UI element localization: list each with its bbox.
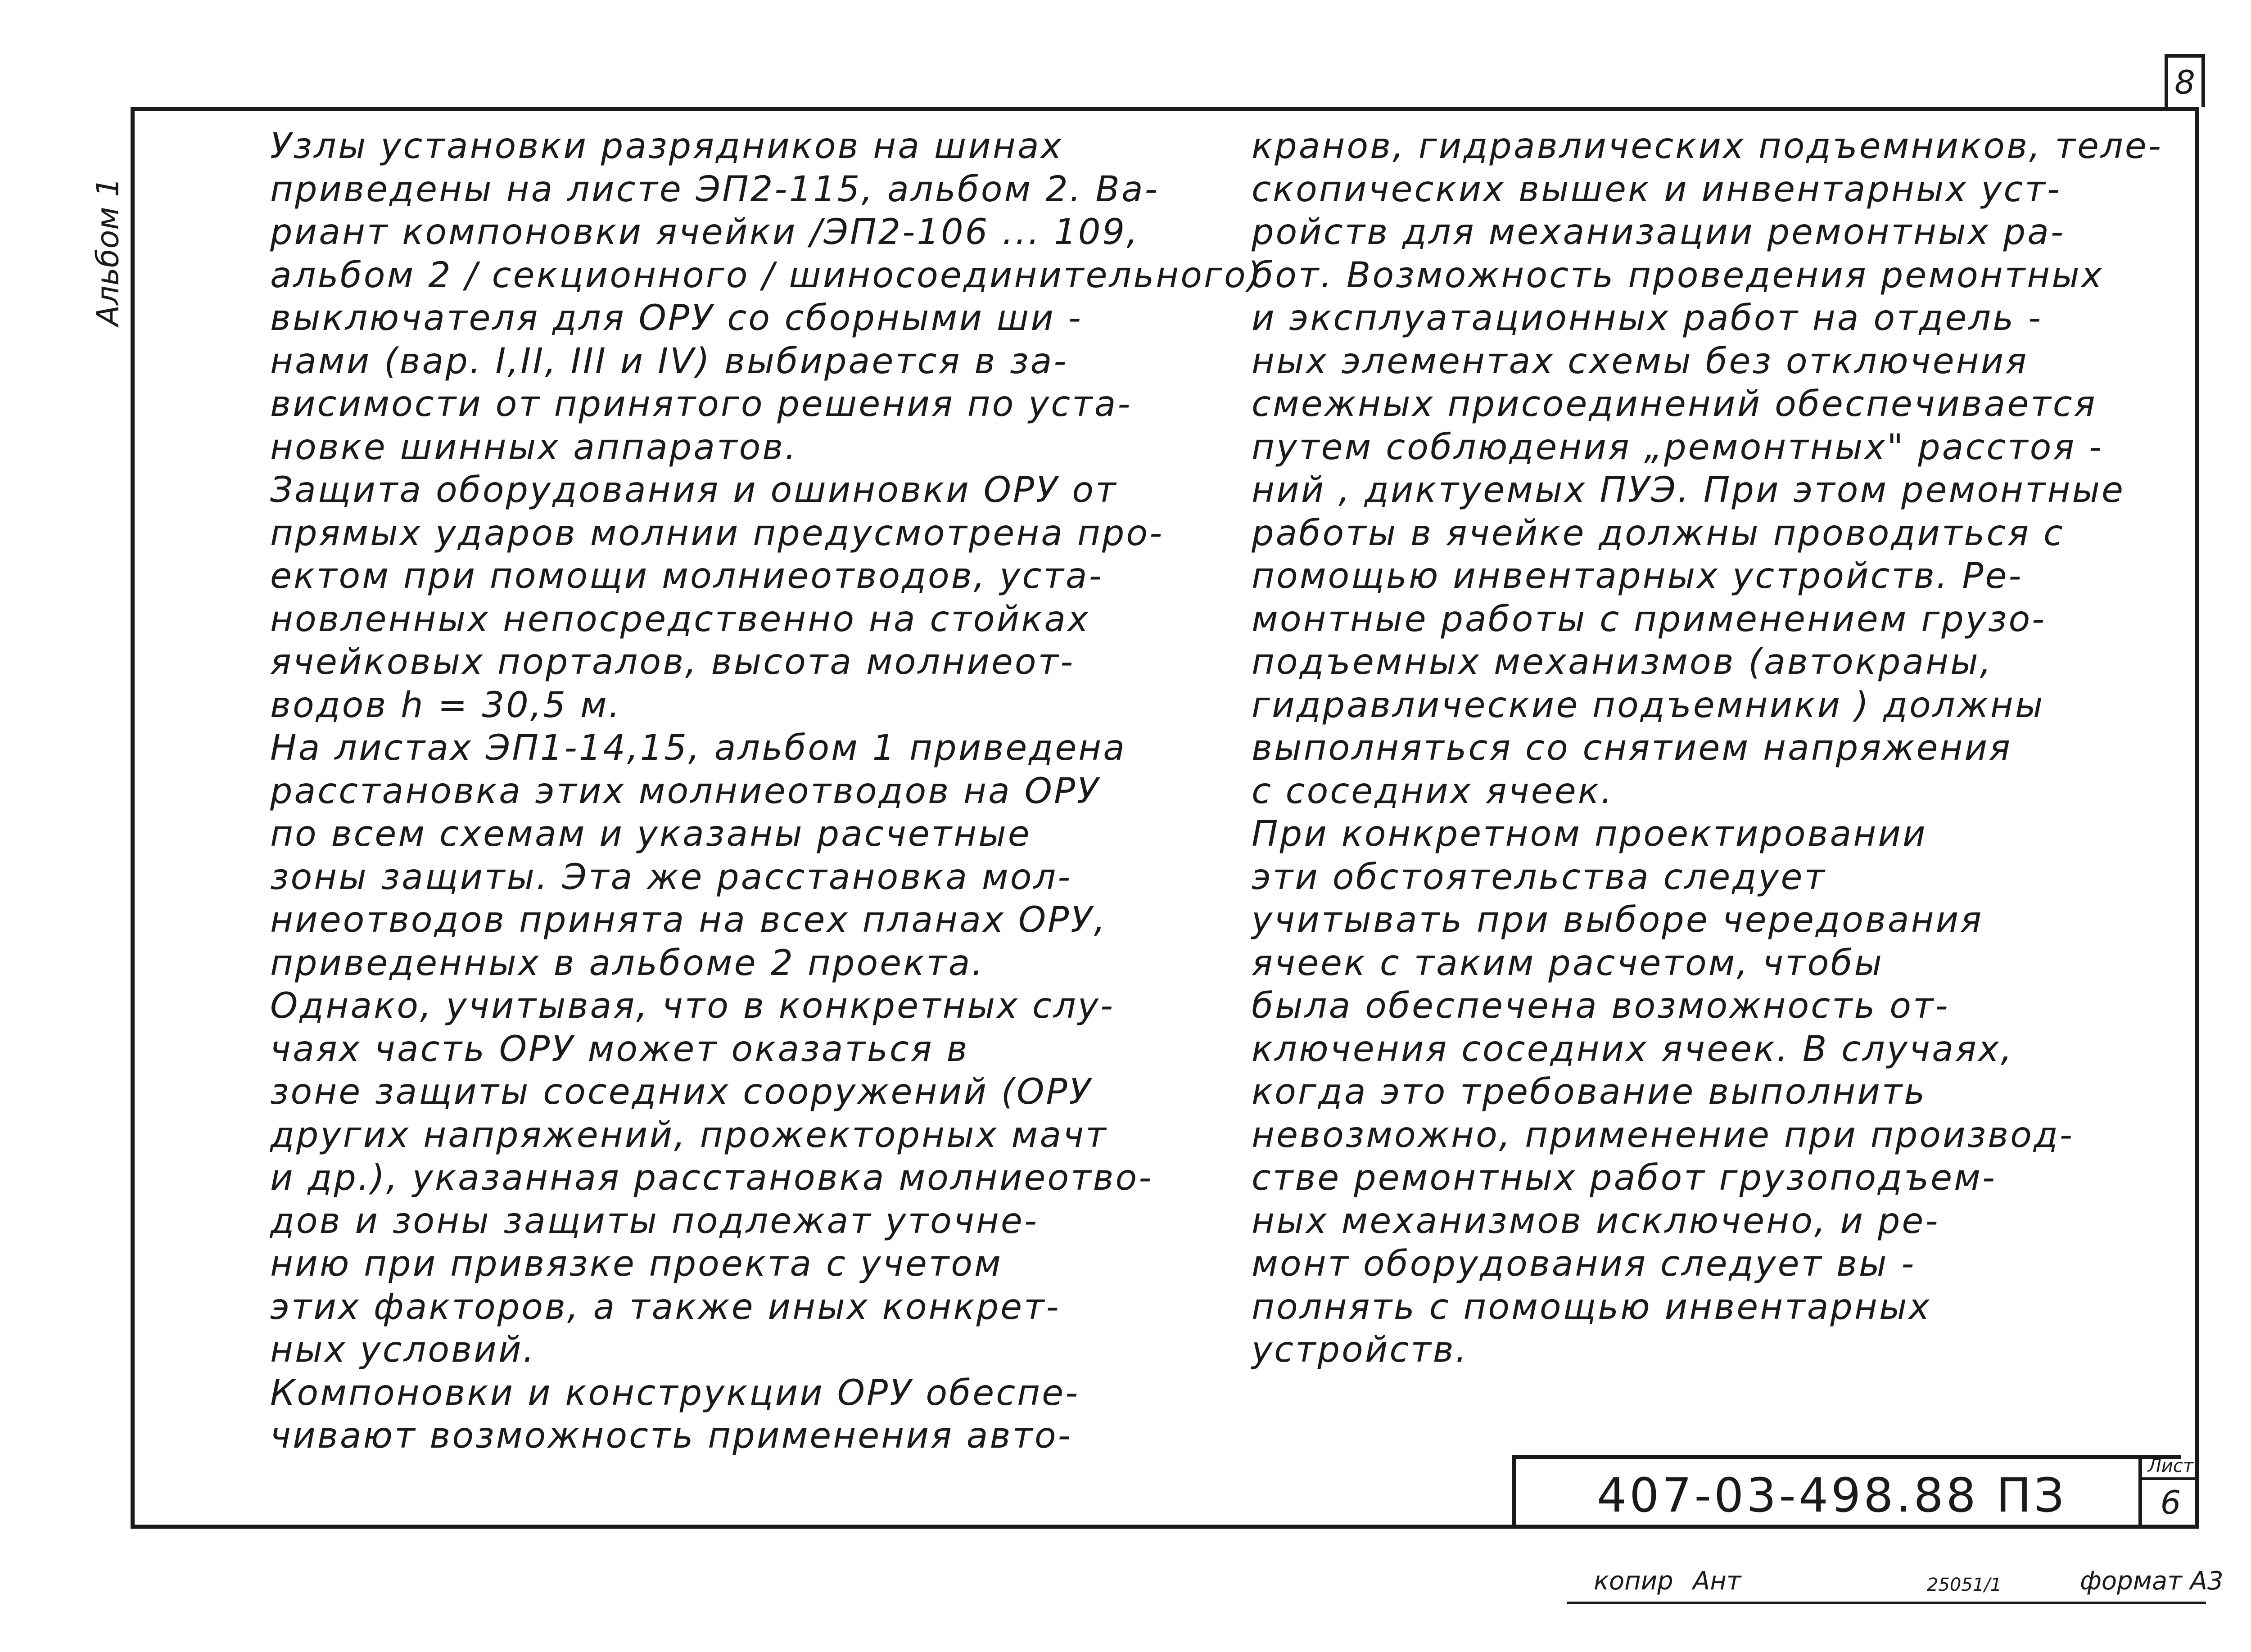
text-line: подъемных механизмов (автокраны,	[1252, 642, 1993, 682]
text-line: водов h = 30,5 м.	[270, 685, 622, 726]
text-line: расстановка этих молниеотводов на ОРУ	[270, 771, 1100, 812]
document-code: 407-03-498.88 ПЗ	[1597, 1468, 2067, 1523]
text-line: когда это требование выполнить	[1252, 1072, 1927, 1112]
text-line: Однако, учитывая, что в конкретных слу-	[270, 986, 1115, 1026]
text-line: нию при привязке проекта с учетом	[270, 1244, 1003, 1284]
text-line: нами (вар. I,II, III и IV) выбирается в за-	[270, 341, 1068, 382]
text-line: ектом при помощи молниеотводов, уста-	[270, 556, 1103, 596]
sheet-label: Лист	[2142, 1455, 2199, 1480]
text-line: новленных непосредственно на стойках	[270, 599, 1090, 640]
text-line: ячеек с таким расчетом, чтобы	[1252, 943, 1884, 984]
text-line: приведенных в альбоме 2 проекта.	[270, 943, 985, 984]
left-text-column	[270, 125, 1263, 1458]
sheet-box	[2138, 1455, 2199, 1529]
title-block	[1512, 1455, 2181, 1529]
footer-format: формат А3	[2080, 1566, 2224, 1596]
text-line: чивают возможность применения авто-	[270, 1416, 1072, 1456]
sheet-number: 6	[2160, 1484, 2181, 1521]
text-line: При конкретном проектировании	[1252, 814, 1927, 854]
footer-copy: копир	[1594, 1566, 1673, 1596]
text-line: альбом 2 / секционного / шиносоединительного)	[270, 255, 1263, 296]
page-number-box	[2165, 54, 2205, 107]
text-line: зоне защиты соседних сооружений (ОРУ	[270, 1072, 1093, 1112]
text-line: ных условий.	[270, 1330, 536, 1370]
text-line: ний , диктуемых ПУЭ. При этом ремонтные	[1252, 470, 2125, 510]
page-number: 8	[2174, 63, 2195, 101]
text-line: смежных присоединений обеспечивается	[1252, 384, 2097, 424]
text-line: была обеспечена возможность от-	[1252, 986, 1950, 1026]
text-line: ниеотводов принята на всех планах ОРУ,	[270, 900, 1107, 940]
text-line: полнять с помощью инвентарных	[1252, 1286, 1931, 1327]
text-line: риант компоновки ячейки /ЭП2-106 ... 109,	[270, 212, 1139, 253]
text-line: скопических вышек и инвентарных уст-	[1252, 169, 2061, 210]
text-line: невозможно, применение при производ-	[1252, 1115, 2074, 1155]
text-line: учитывать при выборе чередования	[1252, 900, 1984, 940]
text-line: ройств для механизации ремонтных ра-	[1252, 212, 2066, 253]
text-line: новке шинных аппаратов.	[270, 427, 798, 468]
footer-number: 25051/1	[1927, 1575, 2002, 1595]
text-line: дов и зоны защиты подлежат уточне-	[270, 1201, 1039, 1241]
text-line: монтные работы с применением грузо-	[1252, 599, 2047, 640]
text-line: и др.), указанная расстановка молниеотво-	[270, 1158, 1153, 1198]
text-line: приведены на листе ЭП2-115, альбом 2. Ва-	[270, 169, 1159, 210]
text-line: прямых ударов молнии предусмотрена про-	[270, 513, 1164, 554]
text-line: этих факторов, а также иных конкрет-	[270, 1286, 1061, 1327]
text-line: других напряжений, прожекторных мачт	[270, 1115, 1108, 1155]
album-label: Альбом 1	[90, 177, 126, 326]
text-line: устройств.	[1252, 1330, 1469, 1370]
text-line: Компоновки и конструкции ОРУ обеспе-	[270, 1372, 1080, 1413]
text-line: Узлы установки разрядников на шинах	[270, 126, 1063, 167]
text-line: работы в ячейке должны проводиться с	[1252, 513, 2065, 554]
text-line: висимости от принятого решения по уста-	[270, 384, 1132, 424]
text-line: и эксплуатационных работ на отдель -	[1252, 298, 2043, 339]
text-line: путем соблюдения „ремонтных" расстоя -	[1252, 427, 2104, 468]
text-line: по всем схемам и указаны расчетные	[270, 814, 1031, 854]
text-line: На листах ЭП1-14,15, альбом 1 приведена	[270, 728, 1127, 768]
text-line: выключателя для ОРУ со сборными ши -	[270, 298, 1083, 339]
text-line: зоны защиты. Эта же расстановка мол-	[270, 857, 1072, 898]
side-stamp	[90, 171, 126, 333]
text-line: ных механизмов исключено, и ре-	[1252, 1201, 1940, 1241]
footer-rule	[1567, 1602, 2206, 1604]
text-line: с соседних ячеек.	[1252, 771, 1614, 812]
text-line: ключения соседних ячеек. В случаях,	[1252, 1029, 2014, 1070]
text-line: помощью инвентарных устройств. Ре-	[1252, 556, 2023, 596]
text-line: Защита оборудования и ошиновки ОРУ от	[270, 470, 1118, 510]
text-line: чаях часть ОРУ может оказаться в	[270, 1029, 969, 1070]
text-line: гидравлические подъемники ) должны	[1252, 685, 2045, 726]
right-text-column	[1252, 125, 2163, 1372]
text-line: кранов, гидравлических подъемников, теле-	[1252, 126, 2163, 167]
text-line: выполняться со снятием напряжения	[1252, 728, 2012, 768]
text-line: эти обстоятельства следует	[1252, 857, 1826, 898]
text-line: монт оборудования следует вы -	[1252, 1244, 1916, 1284]
text-line: стве ремонтных работ грузоподъем-	[1252, 1158, 1997, 1198]
text-line: бот. Возможность проведения ремонтных	[1252, 255, 2104, 296]
footer-initials: Ант	[1693, 1566, 1741, 1596]
text-line: ных элементах схемы без отключения	[1252, 341, 2029, 382]
text-line: ячейковых порталов, высота молниеот-	[270, 642, 1075, 682]
